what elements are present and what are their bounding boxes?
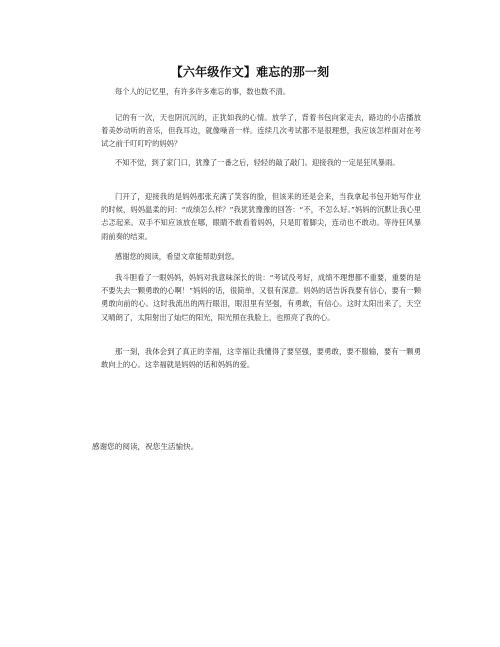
paragraph-mother-words: 我斗胆看了一眼妈妈，妈妈对我意味深长的说：“考试没考好，成绩不理想都不重要，重要的是不要失去一颗勇敢的心啊！”妈妈的话，很简单，又很有深意。妈妈的话告诉我要有信心，要有一颗勇敢向前的心。这时我流出的两行眼泪，眼泪里有坚强，有勇敢，有信心。这时太阳出来了，天空又晴朗了，太阳射出了灿烂的阳光，阳光照在我脸上，也照亮了我的心。: [101, 273, 421, 322]
document-title: 【六年级作文】难忘的那一刻: [170, 65, 330, 79]
paragraph-walk-home: 记的有一次，天也阴沉沉的，正犹如我的心情。放学了，背着书包向家走去，路边的小店播放着美妙动听的音乐，但我耳边，就像噪音一样。连续几次考试都不是很理想，我应该怎样面对在考试之前千叮叮咛的妈妈？: [101, 113, 421, 149]
paragraph-door-opens: 门开了，迎接我的是妈妈那张充满了笑容的脸，但该来的还是会来，当我拿起书包开始写作业的时候，妈妈温柔的问：“成绩怎么样？”我犹犹豫豫的回答：“不，不怎么好。”妈妈的沉默让我心里忐忑起来。双手不知应该放在哪，眼睛不敢看着妈妈，只是盯着脚尖，连动也不敢动。等待狂风暴雨前奏的结束。: [101, 192, 421, 241]
closing-line: 感谢您的阅读，祝您生活愉快。: [92, 442, 199, 451]
paragraph-conclusion: 那一刻，我体会到了真正的幸福，这幸福让我懂得了要坚强，要勇敢，要不服输，要有一颗勇敢向上的心。这幸福就是妈妈的话和妈妈的爱。: [101, 347, 421, 370]
paragraph-at-door: 不知不觉，到了家门口，犹豫了一番之后，轻轻的敲了敲门。迎接我的一定是狂风暴雨。: [115, 158, 400, 167]
paragraph-intro: 每个人的记忆里，有许多许多难忘的事，数也数不清。: [115, 87, 291, 96]
paragraph-thanks-note: 感谢您的阅读，希望文章能帮助到您。: [115, 252, 240, 261]
